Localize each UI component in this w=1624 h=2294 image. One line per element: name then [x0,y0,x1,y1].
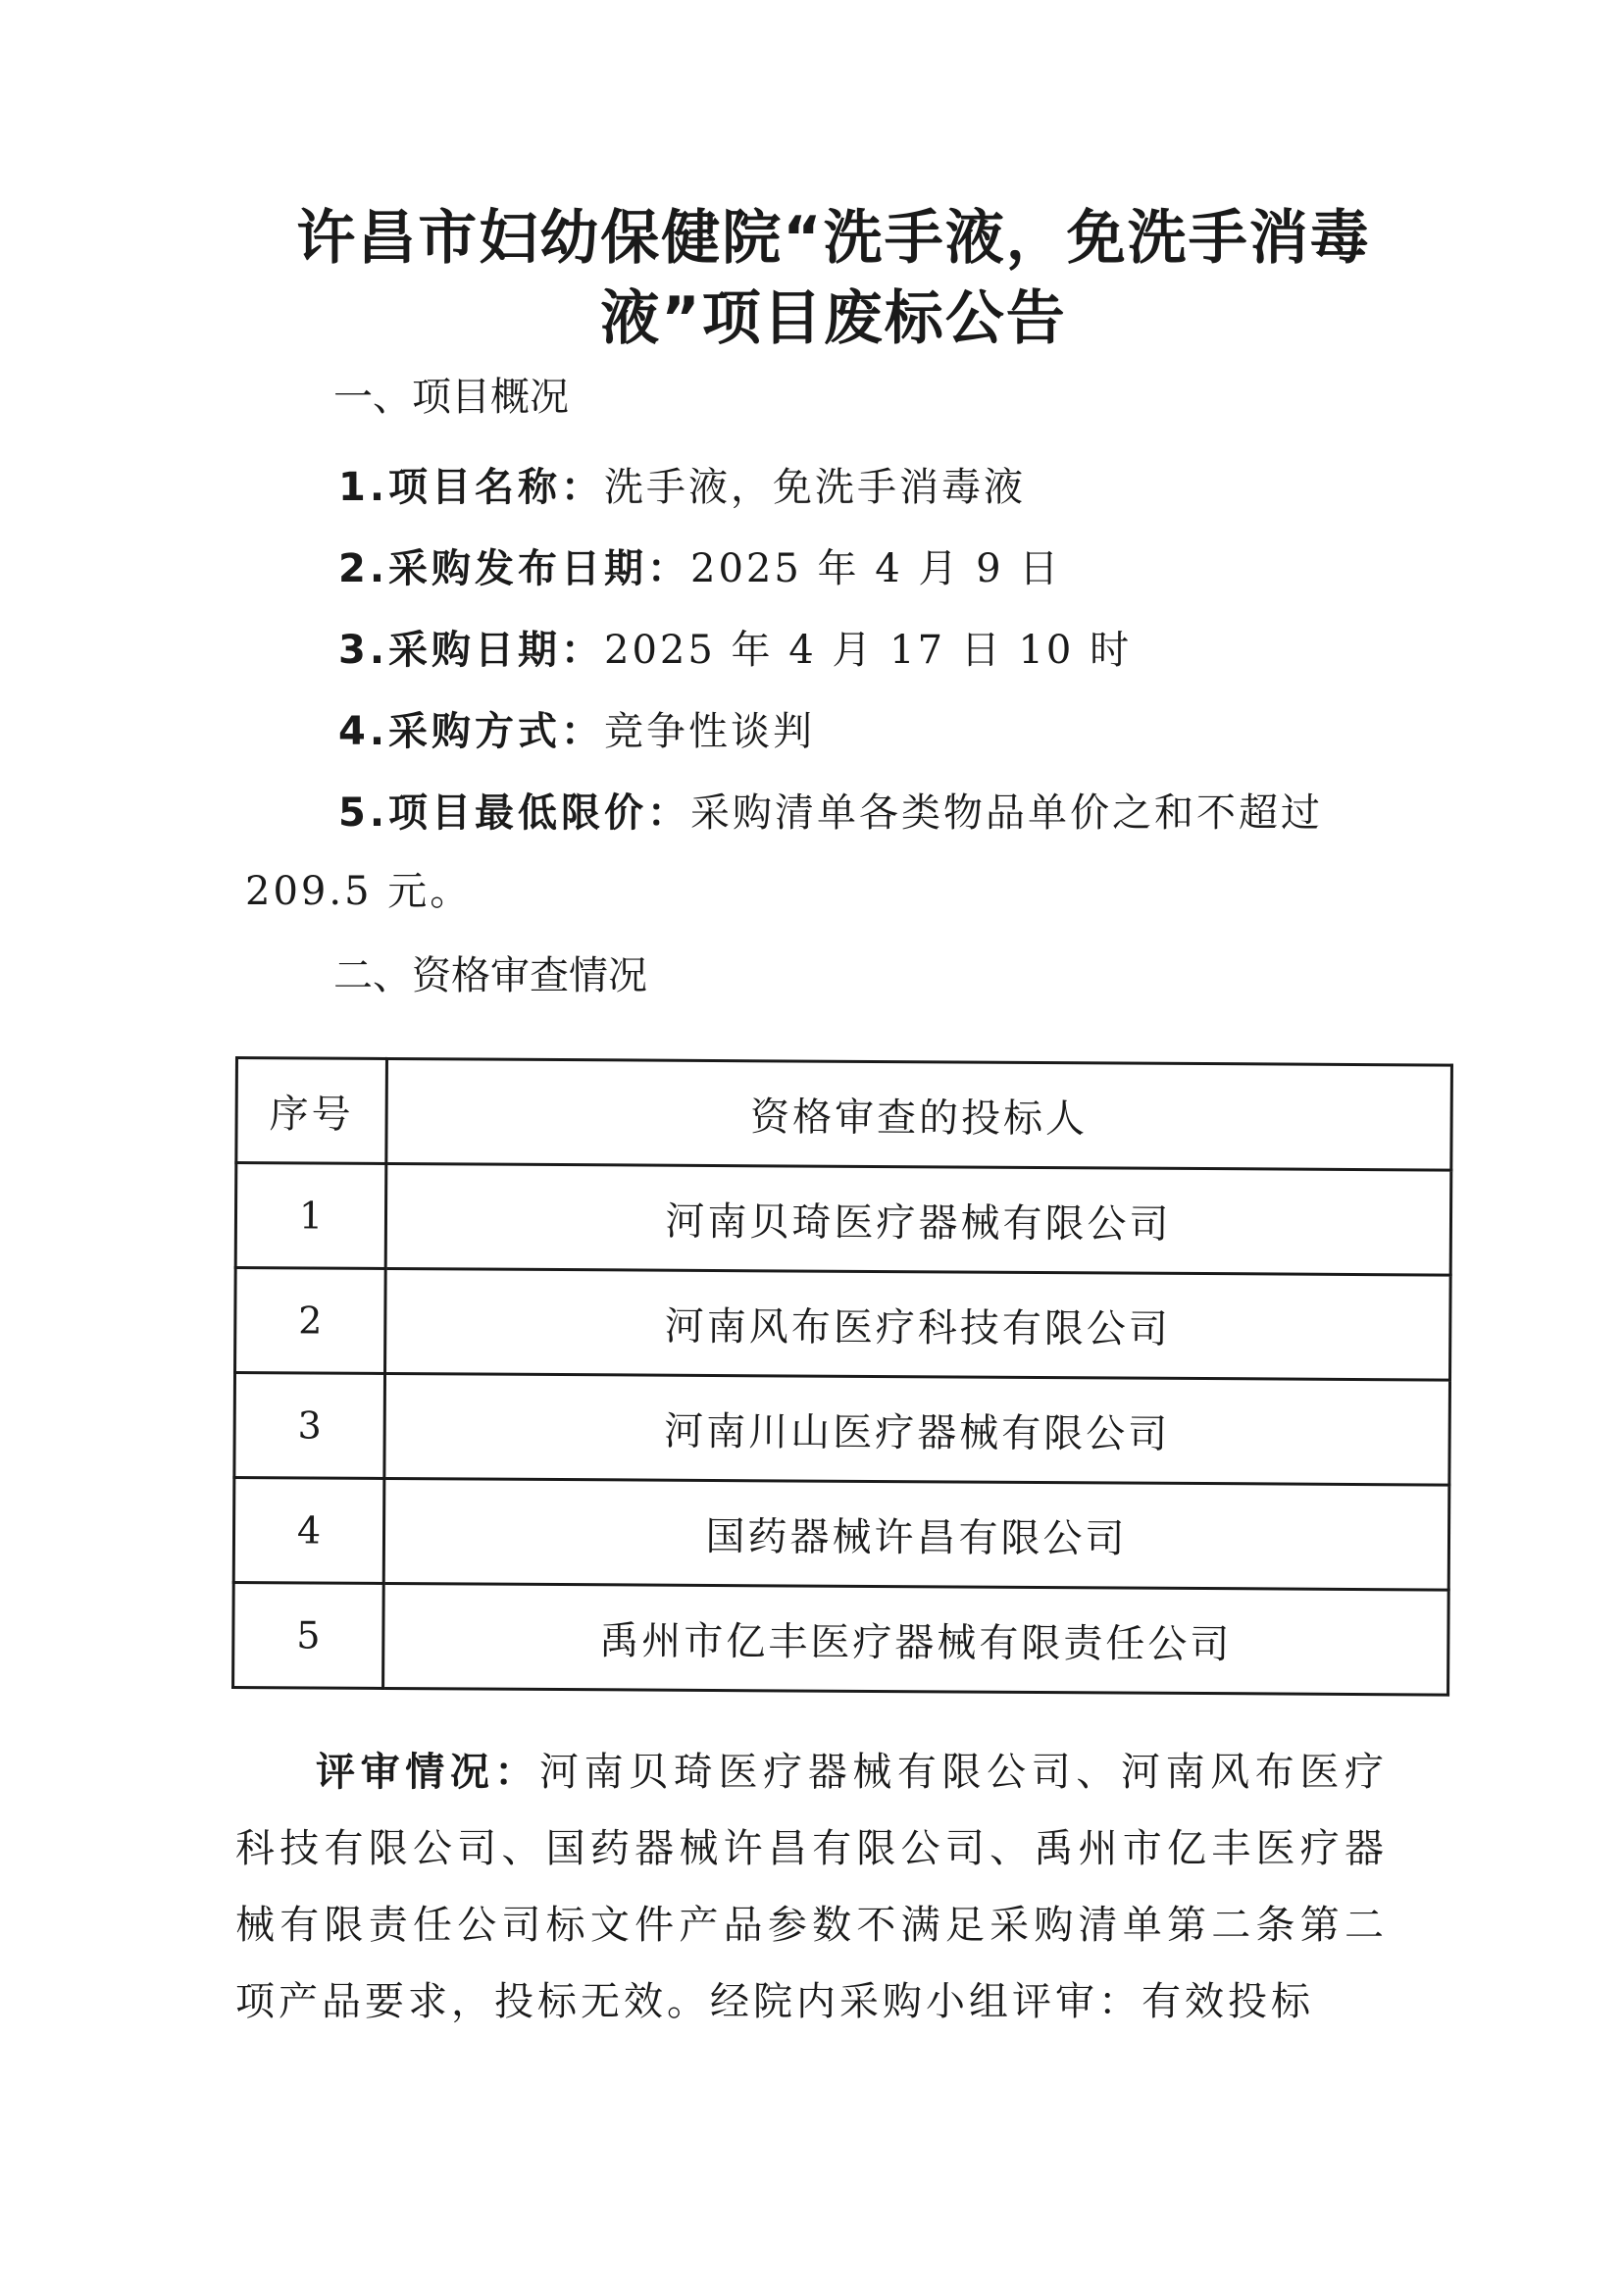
bidder-name: 禹州市亿丰医疗器械有限责任公司 [383,1583,1449,1695]
column-header-bidder: 资格审查的投标人 [386,1058,1452,1170]
field-value: 2025 年 4 月 17 日 10 时 [604,628,1133,673]
row-number: 1 [235,1163,386,1269]
field-label: 1.项目名称： [338,465,605,510]
table-row [235,1268,1451,1381]
field-publish-date [338,542,1061,595]
review-text: 河南贝琦医疗器械有限公司、河南风布医疗科技有限公司、国药器械许昌有限公司、禹州市亿丰医疗器械有限责任公司标文件产品参数不满足采购清单第二条第二项产品要求，投标无效。经院内采购小组评审：有效投标 [235,1750,1389,2024]
column-header-no: 序号 [236,1058,387,1164]
bidder-name: 河南风布医疗科技有限公司 [385,1268,1451,1380]
table-row [234,1373,1450,1486]
table-row [235,1163,1451,1276]
field-value: 竞争性谈判 [604,709,816,754]
bidder-name: 河南贝琦医疗器械有限公司 [385,1163,1451,1275]
field-label: 2.采购发布日期： [338,546,691,591]
row-number: 2 [235,1268,386,1374]
qualification-table [231,1056,1453,1697]
page-title-line-1: 许昌市妇幼保健院“洗手液，免洗手消毒 [296,204,1371,273]
field-price-limit [338,787,1323,840]
field-procurement-date [338,624,1132,677]
page-title-line-2: 液”项目废标公告 [600,284,1067,353]
row-number: 3 [234,1373,385,1479]
table-header-row [236,1058,1452,1171]
row-number: 5 [233,1582,384,1688]
field-procurement-method [338,705,815,758]
field-value: 2025 年 4 月 9 日 [690,546,1062,591]
field-price-limit-continuation: 209.5 元。 [245,869,473,914]
table-row [233,1478,1449,1591]
table-row [233,1582,1449,1695]
bidder-name: 国药器械许昌有限公司 [383,1478,1449,1590]
row-number: 4 [233,1478,384,1584]
field-label: 4.采购方式： [338,709,605,754]
section-heading-qualification: 二、资格审查情况 [333,953,647,998]
bidder-name: 河南川山医疗器械有限公司 [384,1373,1450,1485]
review-paragraph [235,1734,1388,2040]
review-label: 评审情况： [316,1750,540,1795]
field-project-name [338,461,1026,514]
field-label: 3.采购日期： [338,628,605,673]
section-heading-overview: 一、项目概况 [333,375,569,420]
field-value: 洗手液，免洗手消毒液 [604,465,1027,510]
field-value: 采购清单各类物品单价之和不超过 [690,790,1324,836]
field-label: 5.项目最低限价： [338,790,691,836]
